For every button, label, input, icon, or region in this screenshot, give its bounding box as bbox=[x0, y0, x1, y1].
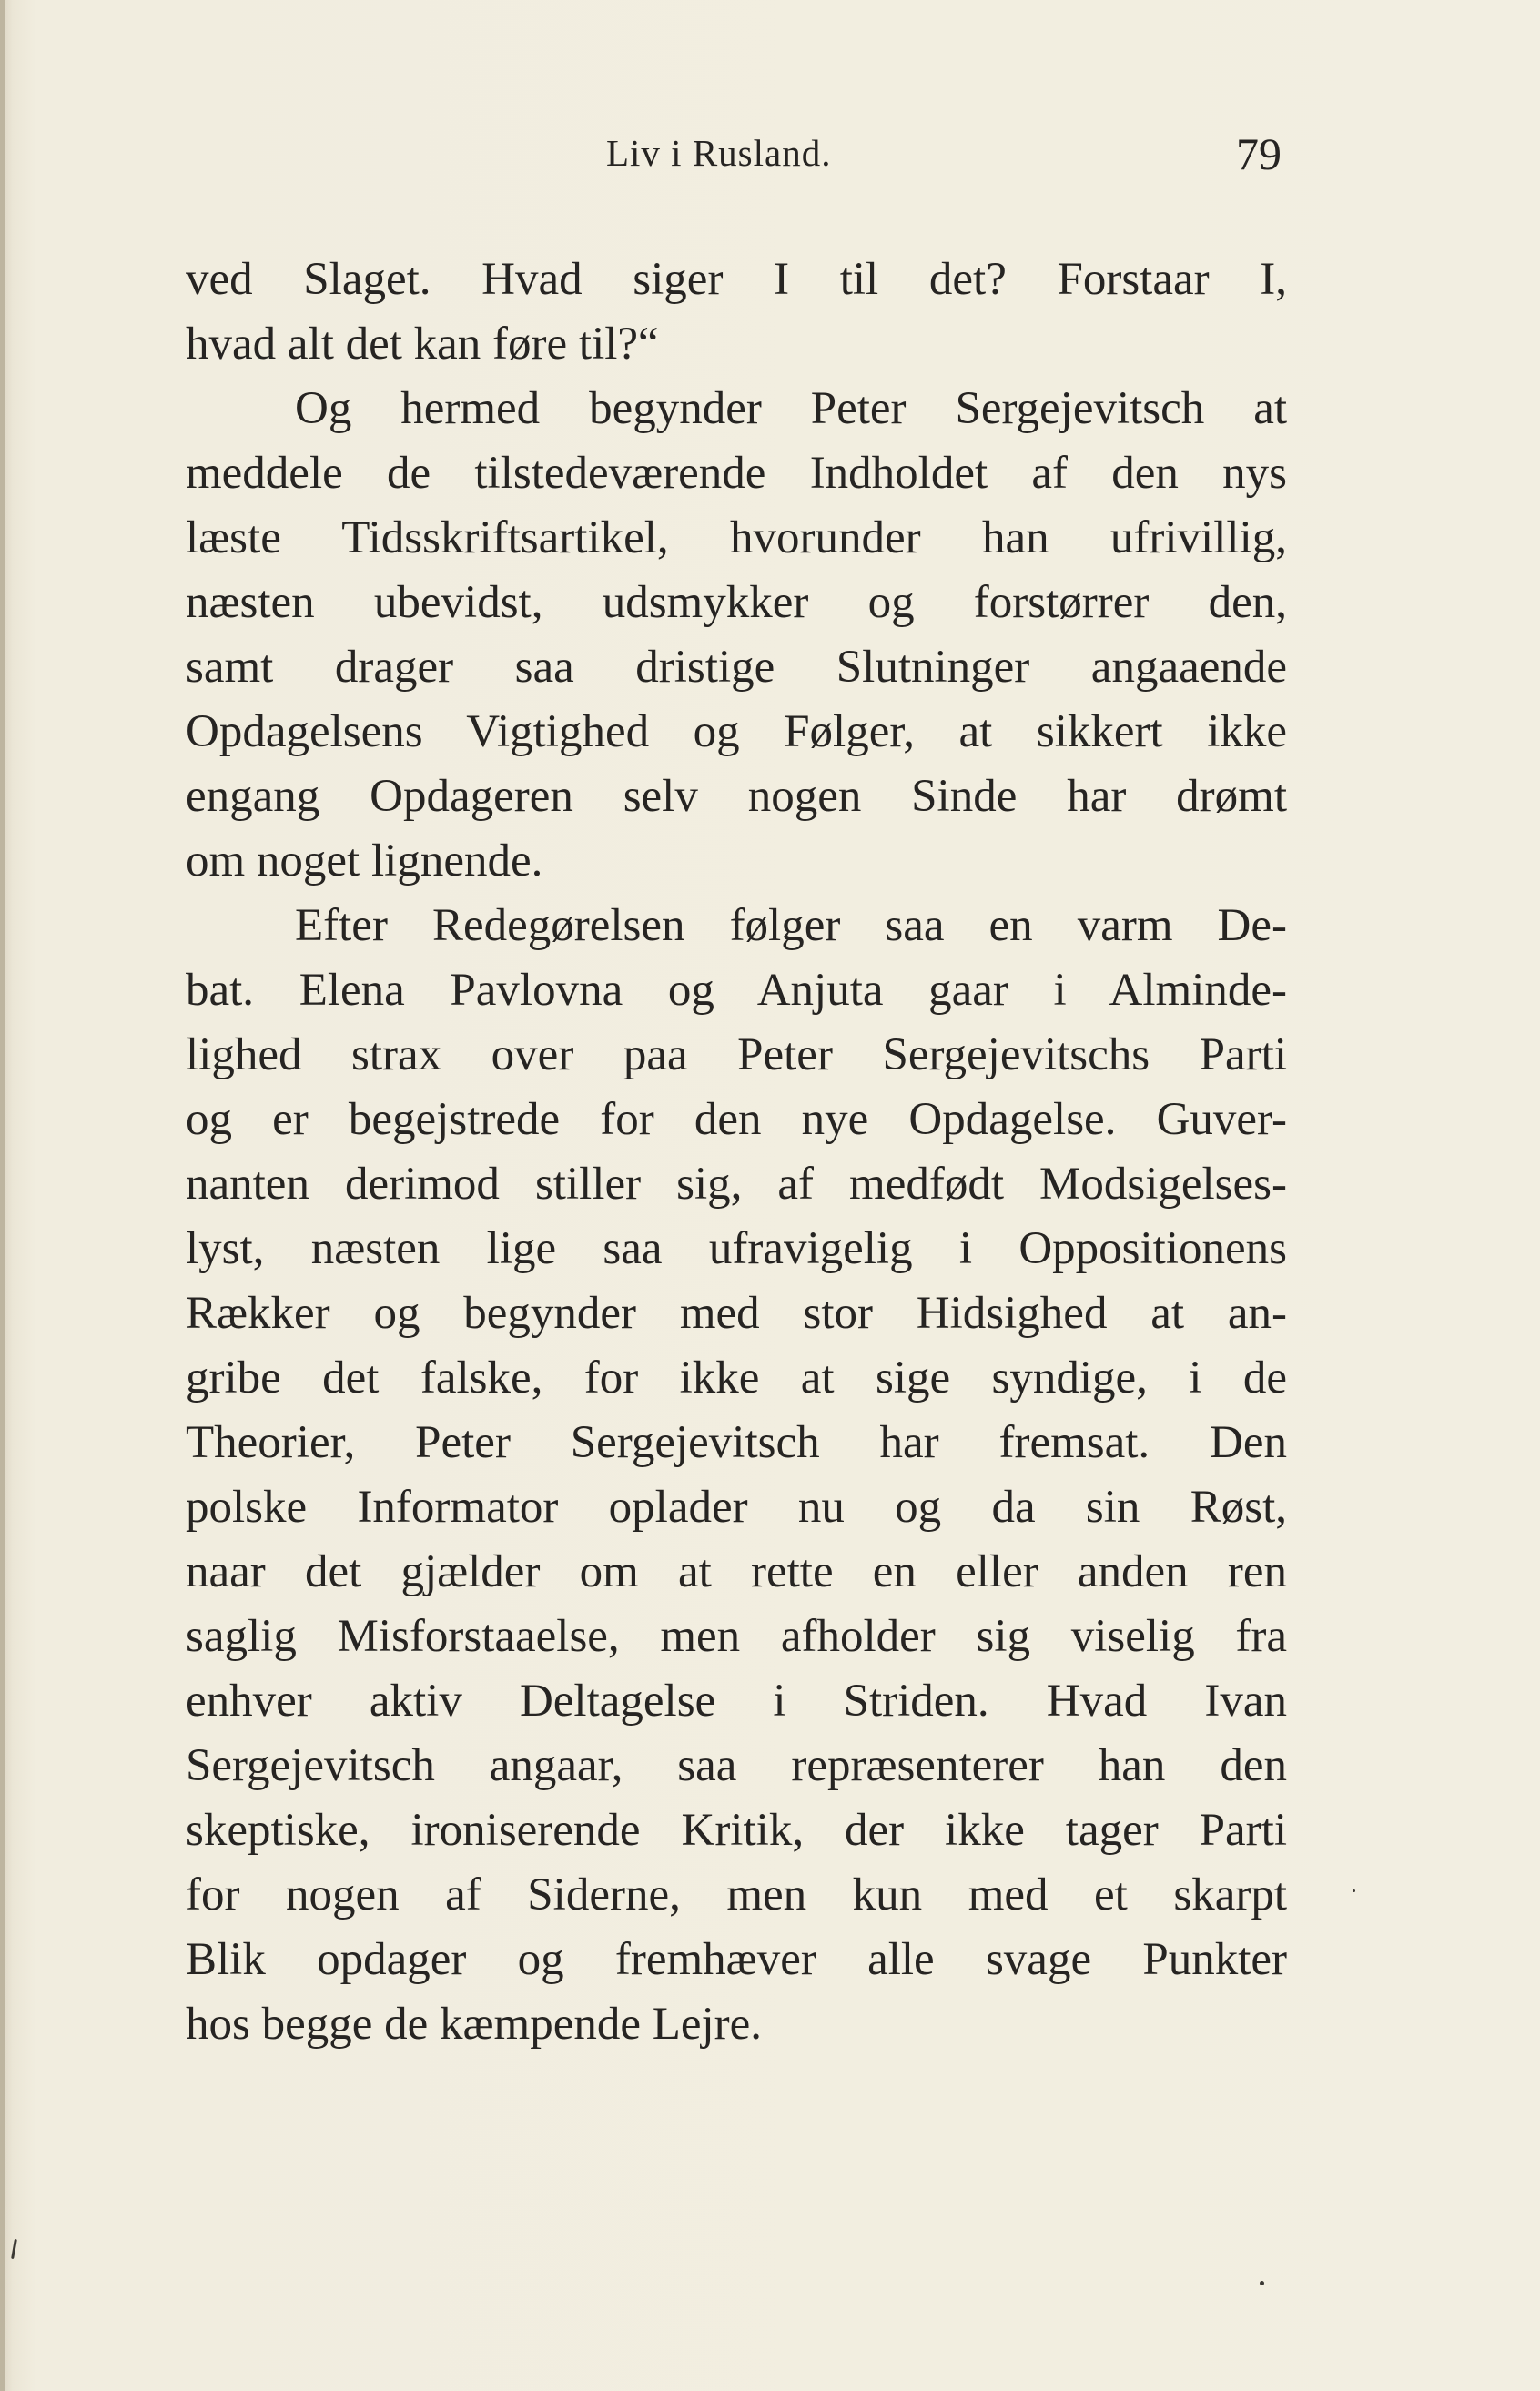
text-line: Og hermed begynder Peter Sergejevitsch at bbox=[295, 383, 1287, 434]
text-line: om noget lignende. bbox=[186, 836, 543, 886]
text-line: samt drager saa dristige Slutninger angaaende bbox=[186, 642, 1287, 693]
text-line: Efter Redegørelsen følger saa en varm De- bbox=[295, 900, 1287, 951]
text-line: gribe det falske, for ikke at sige syndige, i de bbox=[186, 1353, 1287, 1403]
text-line: for nogen af Siderne, men kun med et skarpt bbox=[186, 1869, 1287, 1920]
text-line: meddele de tilstedeværende Indholdet af den nys bbox=[186, 448, 1287, 499]
text-line: bat. Elena Pavlovna og Anjuta gaar i Alminde- bbox=[186, 965, 1287, 1016]
text-line: nanten derimod stiller sig, af medfødt Modsigelses- bbox=[186, 1159, 1287, 1210]
page-edge bbox=[0, 0, 5, 2391]
text-line: næsten ubevidst, udsmykker og forstørrer den, bbox=[186, 577, 1287, 628]
text-line: og er begejstrede for den nye Opdagelse. Guver- bbox=[186, 1094, 1287, 1145]
page-header bbox=[0, 126, 1540, 189]
text-line: ved Slaget. Hvad siger I til det? Forstaar I, bbox=[186, 254, 1287, 305]
paper-speck bbox=[1353, 1889, 1355, 1892]
text-line: hos begge de kæmpende Lejre. bbox=[186, 1999, 763, 2050]
text-line: naar det gjælder om at rette en eller anden ren bbox=[186, 1546, 1287, 1597]
text-line: saglig Misforstaaelse, men afholder sig viselig fra bbox=[186, 1611, 1287, 1662]
text-line: engang Opdageren selv nogen Sinde har drømt bbox=[186, 771, 1287, 822]
paper-speck bbox=[11, 2239, 17, 2259]
text-line: skeptiske, ironiserende Kritik, der ikke tager Parti bbox=[186, 1805, 1287, 1856]
page-number: 79 bbox=[1236, 128, 1282, 179]
text-line: Sergejevitsch angaar, saa repræsenterer han den bbox=[186, 1740, 1287, 1791]
text-line: lyst, næsten lige saa ufravigelig i Oppositionens bbox=[186, 1223, 1287, 1274]
body-text bbox=[186, 248, 1287, 2057]
paper-speck bbox=[1260, 2281, 1264, 2285]
text-line: hvad alt det kan føre til?“ bbox=[186, 319, 659, 370]
text-line: læste Tidsskriftsartikel, hvorunder han ufrivillig, bbox=[186, 512, 1287, 563]
text-line: Opdagelsens Vigtighed og Følger, at sikkert ikke bbox=[186, 706, 1287, 757]
text-line: Rækker og begynder med stor Hidsighed at an- bbox=[186, 1288, 1287, 1339]
text-line: Theorier, Peter Sergejevitsch har fremsat. Den bbox=[186, 1417, 1287, 1468]
running-title: Liv i Rusland. bbox=[606, 132, 832, 174]
text-line: polske Informator oplader nu og da sin Røst, bbox=[186, 1482, 1287, 1533]
text-line: enhver aktiv Deltagelse i Striden. Hvad Ivan bbox=[186, 1676, 1287, 1727]
text-line: Blik opdager og fremhæver alle svage Punkter bbox=[186, 1934, 1287, 1985]
text-line: lighed strax over paa Peter Sergejevitschs Parti bbox=[186, 1029, 1287, 1080]
